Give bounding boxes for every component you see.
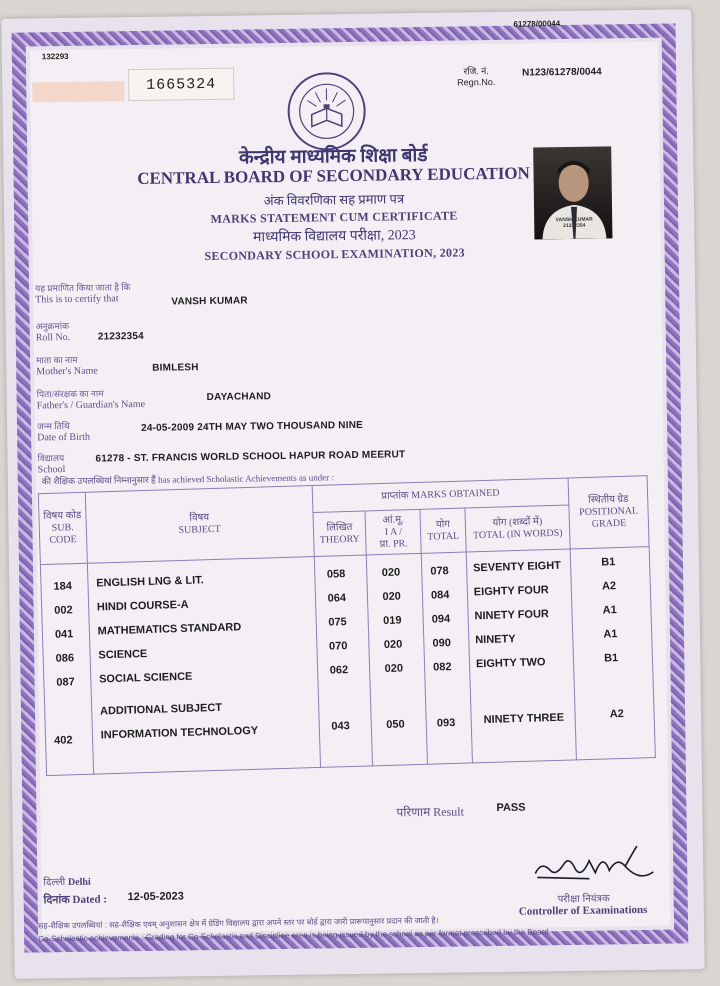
header-total: योग TOTAL bbox=[420, 508, 466, 553]
header-marks-obtained: प्राप्तांक MARKS OBTAINED bbox=[312, 478, 569, 513]
controller-title: Controller of Examinations bbox=[518, 903, 648, 918]
school-label: विद्यालय School bbox=[37, 453, 66, 476]
result-value: PASS bbox=[496, 801, 526, 815]
achievement-line: की शैक्षिक उपलब्धियां निम्नानुसार हैं has achieved Scholastic Achievements as under : bbox=[41, 472, 335, 487]
student-name: VANSH KUMAR bbox=[171, 295, 248, 308]
document-title: MARKS STATEMENT CUM CERTIFICATE bbox=[210, 208, 458, 226]
dated-value: 12-05-2023 bbox=[127, 890, 184, 904]
mother-name: BIMLESH bbox=[152, 362, 199, 374]
controller-signature-icon bbox=[529, 842, 660, 892]
controller-title-hindi: परीक्षा नियंत्रक bbox=[557, 893, 610, 906]
col-grade: B1 A2 A1 A1 B1 A2 bbox=[570, 547, 655, 760]
roll-label: अनुक्रमांक Roll No. bbox=[35, 320, 71, 344]
dob-label: जन्म तिथि Date of Birth bbox=[36, 420, 91, 444]
header-subject: विषय SUBJECT bbox=[85, 486, 314, 564]
roll-number: 21232354 bbox=[97, 330, 144, 343]
certificate-sheet bbox=[1, 9, 704, 979]
regn-label: रजि. नं. Regn.No. bbox=[457, 66, 496, 88]
col-code: 184 002 041 086 087 402 bbox=[40, 563, 93, 775]
regn-number: N123/61278/0044 bbox=[522, 66, 602, 79]
mother-label: माता का नाम Mother's Name bbox=[36, 354, 98, 378]
photo-caption-name: VANSH KUMAR bbox=[555, 216, 593, 224]
board-name-hindi: केन्द्रीय माध्यमिक शिक्षा बोर्ड bbox=[238, 144, 428, 169]
col-subject: ENGLISH LNG & LIT. HINDI COURSE-A MATHEMATICS STANDARD SCIENCE SOCIAL SCIENCE ADDITIONAL SUBJECT INFORMATION TECHNOLOGY bbox=[87, 557, 320, 775]
father-label: पिता/संरक्षक का नाम Father's / Guardian's Name bbox=[36, 388, 146, 412]
cbse-emblem-icon bbox=[285, 70, 368, 153]
date-of-birth: 24-05-2009 24TH MAY TWO THOUSAND NINE bbox=[140, 419, 364, 434]
corner-code: 132293 bbox=[41, 51, 69, 62]
school-name: 61278 - ST. FRANCIS WORLD SCHOOL HAPUR ROAD MEERUT bbox=[95, 449, 406, 465]
photo-caption-roll: 21232354 bbox=[563, 222, 586, 230]
col-total-words: SEVENTY EIGHT EIGHTY FOUR NINETY FOUR NINETY EIGHTY TWO NINETY THREE bbox=[466, 549, 576, 763]
header-total-words: योग (शब्दों में) TOTAL (IN WORDS) bbox=[465, 505, 571, 552]
dated-label: दिनांक Dated : bbox=[43, 893, 108, 907]
exam-title-hindi: माध्यमिक विद्यालय परीक्षा, 2023 bbox=[253, 228, 416, 246]
certify-label: यह प्रमाणित किया जाता है कि This is to certify that bbox=[35, 282, 131, 306]
header-theory: लिखित THEORY bbox=[313, 511, 367, 557]
header-positional-grade: स्थितीय ग्रेड POSITIONAL GRADE bbox=[568, 476, 649, 549]
footnote-hindi: सह-शैक्षिक उपलब्धियां : सह-शैक्षिक एवम् अनुशासन क्षेत्र में ग्रेडिंग विद्यालय द्वारा अपने स्तर पर बोर्ड द्वारा जारी प्रारूपानुसार प्रदान की जाती है। bbox=[37, 915, 439, 931]
header-ia: आं.मू. I A / प्रा. PR. bbox=[365, 509, 421, 555]
place-label: दिल्ली Delhi bbox=[43, 876, 91, 889]
col-theory: 058 064 075 070 062 043 bbox=[314, 555, 373, 767]
col-ia: 020 020 019 020 020 050 bbox=[367, 553, 428, 766]
top-code: 61278/00044 bbox=[513, 19, 561, 29]
stain bbox=[32, 81, 124, 102]
header-sub-code: विषय कोड SUB. CODE bbox=[38, 492, 87, 564]
serial-number: 1665324 bbox=[128, 68, 234, 101]
board-name: CENTRAL BOARD OF SECONDARY EDUCATION bbox=[137, 163, 530, 188]
footnote: Co-Scholastic achievements : Grading for Co-Scholastic and Discipline area is being issued by the school as per format prescribed by the Board. bbox=[38, 927, 551, 944]
exam-title: SECONDARY SCHOOL EXAMINATION, 2023 bbox=[204, 245, 465, 264]
father-name: DAYACHAND bbox=[206, 391, 272, 404]
result-label: परिणाम Result bbox=[396, 804, 465, 820]
document-title-hindi: अंक विवरणिका सह प्रमाण पत्र bbox=[263, 191, 405, 209]
col-total: 078 084 094 090 082 093 bbox=[421, 552, 472, 764]
marks-table bbox=[38, 475, 656, 776]
